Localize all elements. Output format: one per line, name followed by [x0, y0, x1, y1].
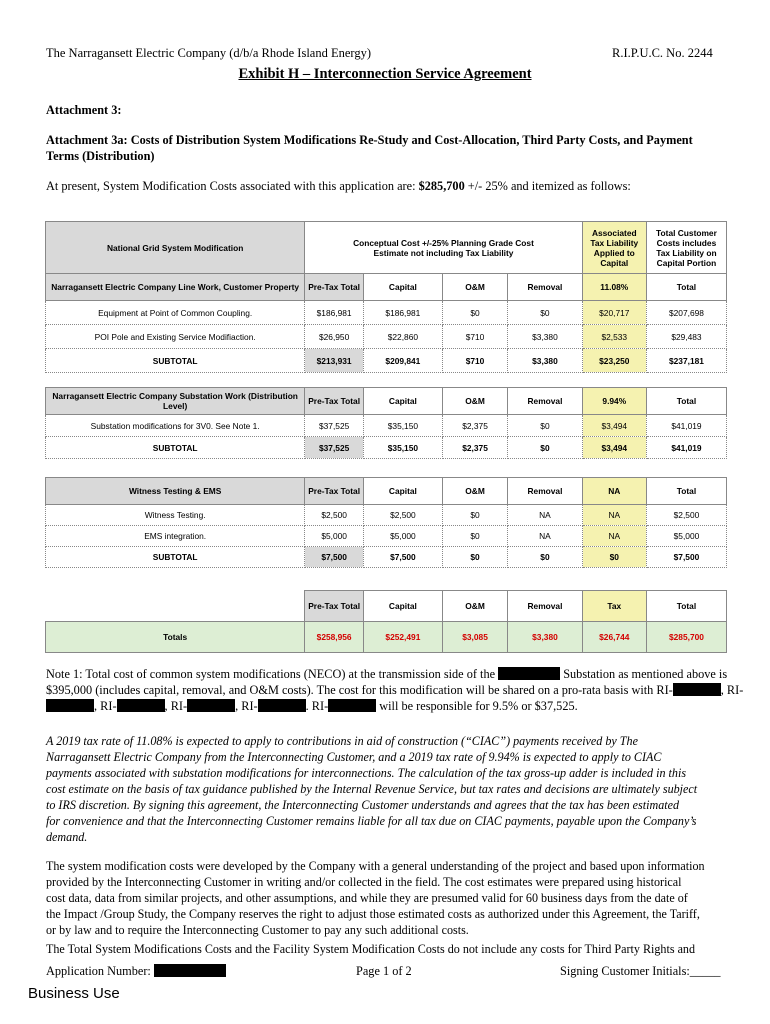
cell-om: $0 — [442, 301, 507, 325]
cell-pretax: $5,000 — [305, 526, 364, 547]
cell-pretax: $37,525 — [305, 415, 364, 437]
note1-part-a: Note 1: Total cost of common system modifications (NECO) at the transmission side of the — [46, 667, 499, 681]
cost-table-substation — [45, 387, 727, 459]
cell-om: $2,375 — [442, 415, 507, 437]
cell-capital: $2,500 — [363, 505, 442, 526]
cell-tax: $3,494 — [582, 437, 646, 459]
company-header: The Narragansett Electric Company (d/b/a Rhode Island Energy) — [46, 46, 372, 60]
header-total-customer-costs: Total Customer Costs includes Tax Liability on Capital Portion — [646, 222, 726, 274]
cost-table-line-work — [45, 221, 727, 373]
col-total: Total — [646, 274, 726, 301]
col-om: O&M — [442, 388, 507, 415]
col-total: Total — [646, 591, 726, 622]
attachment-3a-heading — [46, 132, 736, 164]
tax-rate: NA — [582, 478, 646, 505]
tax-paragraph — [46, 733, 736, 845]
cell-pretax: $186,981 — [305, 301, 364, 325]
note1-part-b: Substation as mentioned above is — [560, 667, 728, 681]
totals-row — [46, 622, 727, 653]
cell-tax: $23,250 — [582, 349, 646, 373]
note1-part-g: , RI- — [235, 699, 258, 713]
col-removal: Removal — [508, 274, 582, 301]
col-capital: Capital — [363, 478, 442, 505]
cost-table-witness-ems — [45, 477, 727, 568]
cell-om: $0 — [442, 526, 507, 547]
col-removal: Removal — [508, 478, 582, 505]
cell-removal: $0 — [508, 547, 582, 568]
cost-line: provided by the Interconnecting Customer in writing and/or collected in the field. The cost estimates were prepared using historical — [46, 875, 682, 889]
subtotal-row — [46, 547, 727, 568]
tax-line: payments associated with substation modifications for interconnections. The calculation of the tax gross-up adder is included in this — [46, 766, 687, 780]
cell-tax: NA — [582, 526, 646, 547]
cell-capital: $5,000 — [363, 526, 442, 547]
page-number: Page 1 of 2 — [356, 964, 412, 978]
total-capital: $252,491 — [363, 622, 442, 653]
note1-part-f: , RI- — [164, 699, 188, 713]
cell-pretax: $213,931 — [305, 349, 364, 373]
col-capital: Capital — [363, 591, 442, 622]
cell-om: $710 — [442, 325, 507, 349]
table-row — [46, 325, 727, 349]
total-pretax: $258,956 — [305, 622, 364, 653]
table-row — [46, 526, 727, 547]
col-om: O&M — [442, 478, 507, 505]
cell-total: $41,019 — [646, 437, 726, 459]
cell-capital: $209,841 — [363, 349, 442, 373]
note1-part-c: $395,000 (includes capital, removal, and O&M costs). The cost for this modification will be shared on a pro-rata basis with RI- — [46, 683, 673, 697]
total-om: $3,085 — [442, 622, 507, 653]
col-capital: Capital — [363, 274, 442, 301]
cell-capital: $186,981 — [363, 301, 442, 325]
note1-part-h: . RI- — [305, 699, 329, 713]
total-total: $285,700 — [646, 622, 726, 653]
header-conceptual-cost-text: Conceptual Cost +/-25% Planning Grade Cost Estimate not including Tax Liability — [353, 237, 534, 258]
tax-rate: 9.94% — [582, 388, 646, 415]
total-tax: $26,744 — [582, 622, 646, 653]
cell-capital: $22,860 — [363, 325, 442, 349]
row-label: Witness Testing. — [46, 505, 305, 526]
note1-part-e: , RI- — [94, 699, 117, 713]
totals-header-spacer — [46, 591, 305, 622]
section-title-witness-ems: Witness Testing & EMS — [46, 478, 305, 505]
tax-line: for convenience and that the Interconnecting Customer remains liable for all tax due on CIAC payments, payable upon the Company’s — [46, 814, 697, 828]
cell-tax: $2,533 — [582, 325, 646, 349]
cell-om: $2,375 — [442, 437, 507, 459]
totals-label: Totals — [46, 622, 305, 653]
docket-number: R.I.P.U.C. No. 2244 — [612, 46, 713, 60]
note-1 — [46, 666, 744, 714]
tax-line: to IRS discretion. By signing this agreement, the Interconnecting Customer understands and agrees that the tax has been estimated — [46, 798, 680, 812]
redacted-block — [328, 699, 376, 712]
cell-pretax: $37,525 — [305, 437, 364, 459]
col-removal: Removal — [508, 591, 582, 622]
tax-rate: 11.08% — [582, 274, 646, 301]
subtotal-row — [46, 437, 727, 459]
col-pretax: Pre-Tax Total — [305, 478, 364, 505]
attachment-3a-line2: Terms (Distribution) — [46, 149, 155, 163]
redacted-block — [258, 699, 306, 712]
redacted-block — [498, 667, 560, 680]
cost-line: The system modification costs were developed by the Company with a general understanding of the project and based upon information — [46, 859, 705, 873]
cost-line: or by law and to require the Interconnecting Customer to pay any such additional costs. — [46, 923, 469, 937]
col-tax: Tax — [582, 591, 646, 622]
redacted-block — [154, 964, 226, 977]
application-number-label: Application Number: — [46, 964, 154, 978]
cell-tax: $3,494 — [582, 415, 646, 437]
cell-removal: NA — [508, 526, 582, 547]
tax-line: cost estimate on the basis of tax guidance published by the Internal Revenue Service, but tax rates and decisions are ultimately subject — [46, 782, 698, 796]
subtotal-row — [46, 349, 727, 373]
intro-amount: $285,700 — [418, 179, 465, 193]
table-row — [46, 301, 727, 325]
redacted-block — [187, 699, 235, 712]
tax-line: Narragansett Electric Company from the Interconnecting Customer, and a 2019 tax rate of 9.94% is expected to apply to CIAC — [46, 750, 662, 764]
tax-line: demand. — [46, 830, 88, 844]
cell-pretax: $2,500 — [305, 505, 364, 526]
row-label: POI Pole and Existing Service Modifiaction. — [46, 325, 305, 349]
cell-total: $207,698 — [646, 301, 726, 325]
cell-tax: $0 — [582, 547, 646, 568]
cell-capital: $35,150 — [363, 415, 442, 437]
redacted-block — [673, 683, 721, 696]
classification-label: Business Use — [28, 985, 120, 1002]
cost-line: the Impact /Group Study, the Company reserves the right to adjust those estimated costs as authorized under this Agreement, the Tariff, — [46, 907, 700, 921]
header-conceptual-cost — [305, 222, 582, 274]
row-label: Substation modifications for 3V0. See Note 1. — [46, 415, 305, 437]
total-removal: $3,380 — [508, 622, 582, 653]
cell-removal: $3,380 — [508, 325, 582, 349]
table-row — [46, 505, 727, 526]
subtotal-label: SUBTOTAL — [46, 437, 305, 459]
col-pretax: Pre-Tax Total — [305, 591, 364, 622]
cell-om: $0 — [442, 547, 507, 568]
col-om: O&M — [442, 274, 507, 301]
col-pretax: Pre-Tax Total — [305, 274, 364, 301]
cell-removal: $0 — [508, 415, 582, 437]
cell-total: $41,019 — [646, 415, 726, 437]
cell-total: $237,181 — [646, 349, 726, 373]
cost-table-totals — [45, 590, 727, 653]
tax-line: A 2019 tax rate of 11.08% is expected to apply to contributions in aid of construction (“CIAC”) payments received by The — [46, 734, 638, 748]
cell-capital: $7,500 — [363, 547, 442, 568]
header-system-modification: National Grid System Modification — [46, 222, 305, 274]
cell-om: $0 — [442, 505, 507, 526]
col-total: Total — [646, 388, 726, 415]
col-total: Total — [646, 478, 726, 505]
col-om: O&M — [442, 591, 507, 622]
cell-pretax: $7,500 — [305, 547, 364, 568]
cost-paragraph — [46, 858, 736, 938]
exhibit-title: Exhibit H – Interconnection Service Agreement — [238, 66, 532, 82]
cost-line: cost data, data from similar projects, and other assumptions, and while they are presumed valid for 60 business days from the date of — [46, 891, 688, 905]
note1-part-i: will be responsible for 9.5% or $37,525. — [376, 699, 578, 713]
note1-part-d: , RI- — [720, 683, 744, 697]
cell-tax: $20,717 — [582, 301, 646, 325]
intro-before: At present, System Modification Costs associated with this application are: — [46, 179, 419, 193]
section-title-line-work: Narragansett Electric Company Line Work, Customer Property — [46, 274, 305, 301]
cell-capital: $35,150 — [363, 437, 442, 459]
cell-pretax: $26,950 — [305, 325, 364, 349]
row-label: EMS integration. — [46, 526, 305, 547]
attachment-3a-line1: Attachment 3a: Costs of Distribution System Modifications Re-Study and Cost-Allocation, Third Party Costs, and Payment — [46, 133, 693, 147]
col-pretax: Pre-Tax Total — [305, 388, 364, 415]
subtotal-label: SUBTOTAL — [46, 349, 305, 373]
intro-after: +/- 25% and itemized as follows: — [464, 179, 631, 193]
redacted-block — [117, 699, 165, 712]
row-label: Equipment at Point of Common Coupling. — [46, 301, 305, 325]
cell-total: $7,500 — [646, 547, 726, 568]
attachment-3-heading: Attachment 3: — [46, 103, 122, 117]
subtotal-label: SUBTOTAL — [46, 547, 305, 568]
cell-total: $2,500 — [646, 505, 726, 526]
third-party-sentence: The Total System Modifications Costs and the Facility System Modification Costs do not include any costs for Third Party Rights and — [46, 942, 696, 956]
intro-sentence — [46, 178, 631, 194]
cell-removal: $3,380 — [508, 349, 582, 373]
cell-removal: $0 — [508, 301, 582, 325]
cell-om: $710 — [442, 349, 507, 373]
col-capital: Capital — [363, 388, 442, 415]
redacted-block — [46, 699, 94, 712]
cell-removal: NA — [508, 505, 582, 526]
cell-total: $29,483 — [646, 325, 726, 349]
section-title-substation: Narragansett Electric Company Substation Work (Distribution Level) — [46, 388, 305, 415]
application-number — [46, 963, 226, 979]
cell-removal: $0 — [508, 437, 582, 459]
table-row — [46, 415, 727, 437]
cell-total: $5,000 — [646, 526, 726, 547]
cell-tax: NA — [582, 505, 646, 526]
col-removal: Removal — [508, 388, 582, 415]
header-tax-liability: Associated Tax Liability Applied to Capital — [582, 222, 646, 274]
customer-initials: Signing Customer Initials:_____ — [560, 964, 721, 978]
